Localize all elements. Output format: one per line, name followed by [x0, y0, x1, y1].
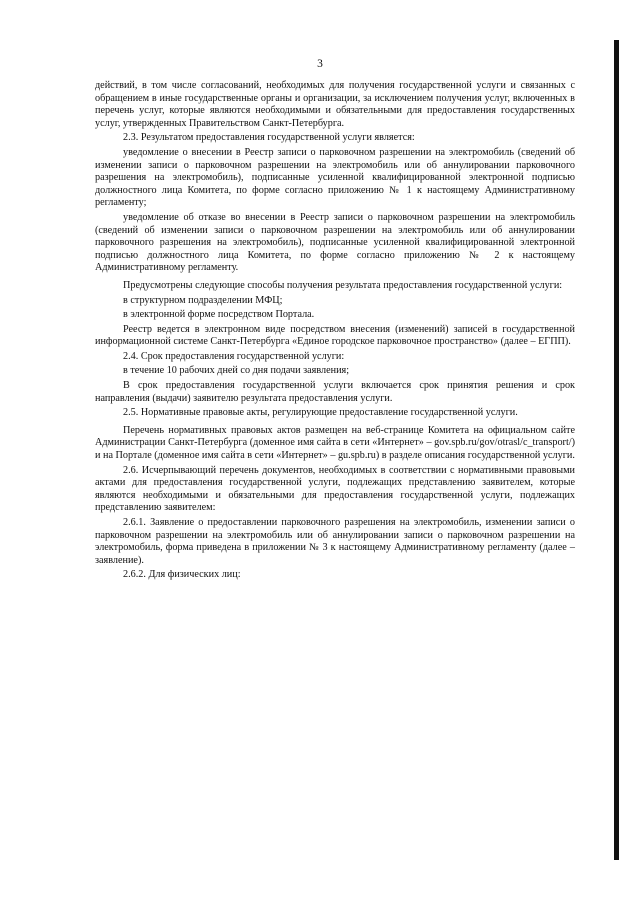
- page-number: 3: [317, 58, 323, 70]
- paragraph-2-6-2: 2.6.2. Для физических лиц:: [123, 569, 241, 581]
- paragraph-notice-refusal: уведомление об отказе во внесении в Реестр записи о парковочном разрешении на электромобиль (сведений об изменении записи о парковочном разрешении на электромобиль или об аннулировании парковочного разрешения на электромобиль), подписанные усиленной квалифицированной электронной подписью должностного лица Комитета, по форме согласно приложению № 2 к настоящему Административному регламенту.: [95, 211, 575, 274]
- paragraph-notice-inclusion: уведомление о внесении в Реестр записи о парковочном разрешении на электромобиль (сведений об изменении записи о парковочном разрешении на электромобиль или об аннулировании парковочного разрешения на электромобиль), подписанные усиленной квалифицированной электронной подписью должностного лица Комитета, по форме согласно приложению № 1 к настоящему Административному регламенту;: [95, 146, 575, 209]
- paragraph-intro: действий, в том числе согласований, необходимых для получения государственной услуги и связанных с обращением в иные государственные органы и организации, за исключением получения услуг, включенных в перечень услуг, которые являются необходимыми и обязательными для предоставления государственных услуг, утвержденных Правительством Санкт-Петербурга.: [95, 80, 575, 129]
- paragraph-method-mfc: в структурном подразделении МФЦ;: [123, 294, 283, 306]
- document-body: [95, 80, 575, 584]
- paragraph-term-includes: В срок предоставления государственной услуги включается срок принятия решения и срок направления (выдачи) заявителю результата предоставления услуги.: [95, 380, 575, 404]
- paragraph-registry: Реестр ведется в электронном виде посредством внесения (изменений) записей в государственной информационной системе Санкт-Петербурга «Единое городское парковочное пространство» (далее – ЕГПП).: [95, 323, 575, 348]
- paragraph-legal-acts-list: Перечень нормативных правовых актов размещен на веб-странице Комитета на официальном сайте Администрации Санкт-Петербурга (доменное имя сайта в сети «Интернет» – gov.spb.ru/gov/otrasl/c_transport/) и на Портале (доменное имя сайта в сети «Интернет» – gu.spb.ru) в разделе описания государственной услуги.: [95, 424, 575, 462]
- paragraph-2-6: 2.6. Исчерпывающий перечень документов, необходимых в соответствии с нормативными правовыми актами для предоставления государственной услуги, подлежащих представлению заявителем, которые являются необходимыми и обязательными для предоставления государственной услуги, подлежащих представлению заявителем:: [95, 464, 575, 514]
- paragraph-2-6-1: 2.6.1. Заявление о предоставлении парковочного разрешения на электромобиль, изменении записи о парковочном разрешении на электромобиль или об аннулировании записи о парковочном разрешении на электромобиль, форма приведена в приложении № 3 к настоящему Административному регламенту (далее – заявление).: [95, 517, 575, 566]
- paragraph-term: в течение 10 рабочих дней со дня подачи заявления;: [123, 365, 350, 377]
- scan-edge-bar: [614, 40, 619, 860]
- paragraph-2-4: 2.4. Срок предоставления государственной услуги:: [123, 350, 345, 362]
- paragraph-2-5: 2.5. Нормативные правовые акты, регулирующие предоставление государственной услуги.: [123, 407, 518, 419]
- paragraph-result-methods: Предусмотрены следующие способы получения результата предоставления государственной услуги:: [123, 279, 563, 291]
- paragraph-method-portal: в электронной форме посредством Портала.: [123, 309, 315, 321]
- paragraph-2-3: 2.3. Результатом предоставления государственной услуги является:: [123, 132, 415, 144]
